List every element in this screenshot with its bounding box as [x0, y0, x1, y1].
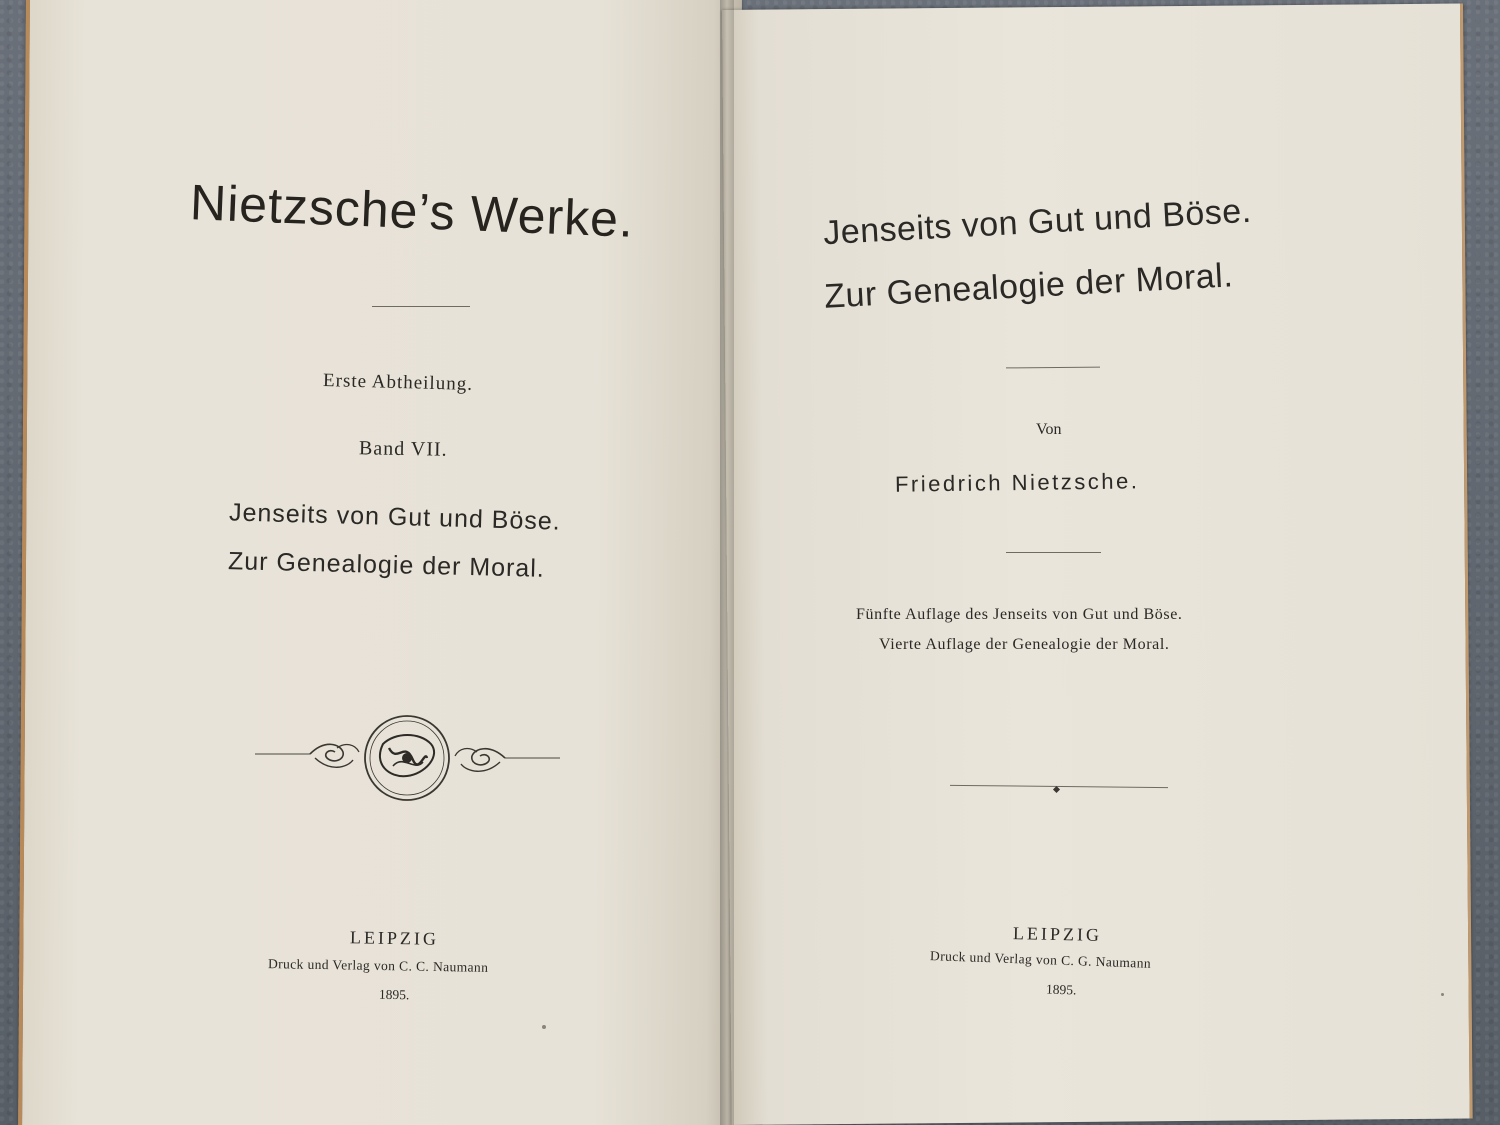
publisher-monogram-vignette-icon [255, 714, 560, 804]
left-imprint-year: 1895. [378, 986, 410, 1003]
division-label: Erste Abtheilung. [322, 370, 474, 395]
book-gutter [720, 0, 734, 1125]
by-line-word: Von [1036, 421, 1062, 438]
edition-note-2: Vierte Auflage der Genealogie der Moral. [879, 636, 1170, 653]
right-imprint-year: 1895. [1045, 981, 1077, 998]
left-imprint-place: LEIPZIG [349, 927, 440, 949]
divider-rule [372, 306, 470, 307]
divider-rule [1006, 552, 1101, 553]
left-work-title-2: Zur Genealogie der Moral. [227, 547, 546, 583]
right-work-title-1: Jenseits von Gut und Böse. [822, 191, 1253, 253]
left-work-title-1: Jenseits von Gut und Böse. [228, 498, 562, 536]
right-imprint-place: LEIPZIG [1012, 923, 1103, 945]
right-work-title-2: Zur Genealogie der Moral. [823, 256, 1235, 316]
author-name: Friedrich Nietzsche. [894, 468, 1140, 497]
series-title: Nietzsche’s Werke. [189, 174, 636, 248]
volume-label: Band VII. [358, 437, 448, 461]
paper-speck [542, 1025, 546, 1029]
edition-note-1: Fünfte Auflage des Jenseits von Gut und Böse. [856, 606, 1183, 623]
left-imprint-publisher: Druck und Verlag von C. C. Naumann [267, 956, 489, 975]
right-imprint-publisher: Druck und Verlag von C. G. Naumann [929, 948, 1152, 971]
paper-speck [1441, 993, 1444, 996]
